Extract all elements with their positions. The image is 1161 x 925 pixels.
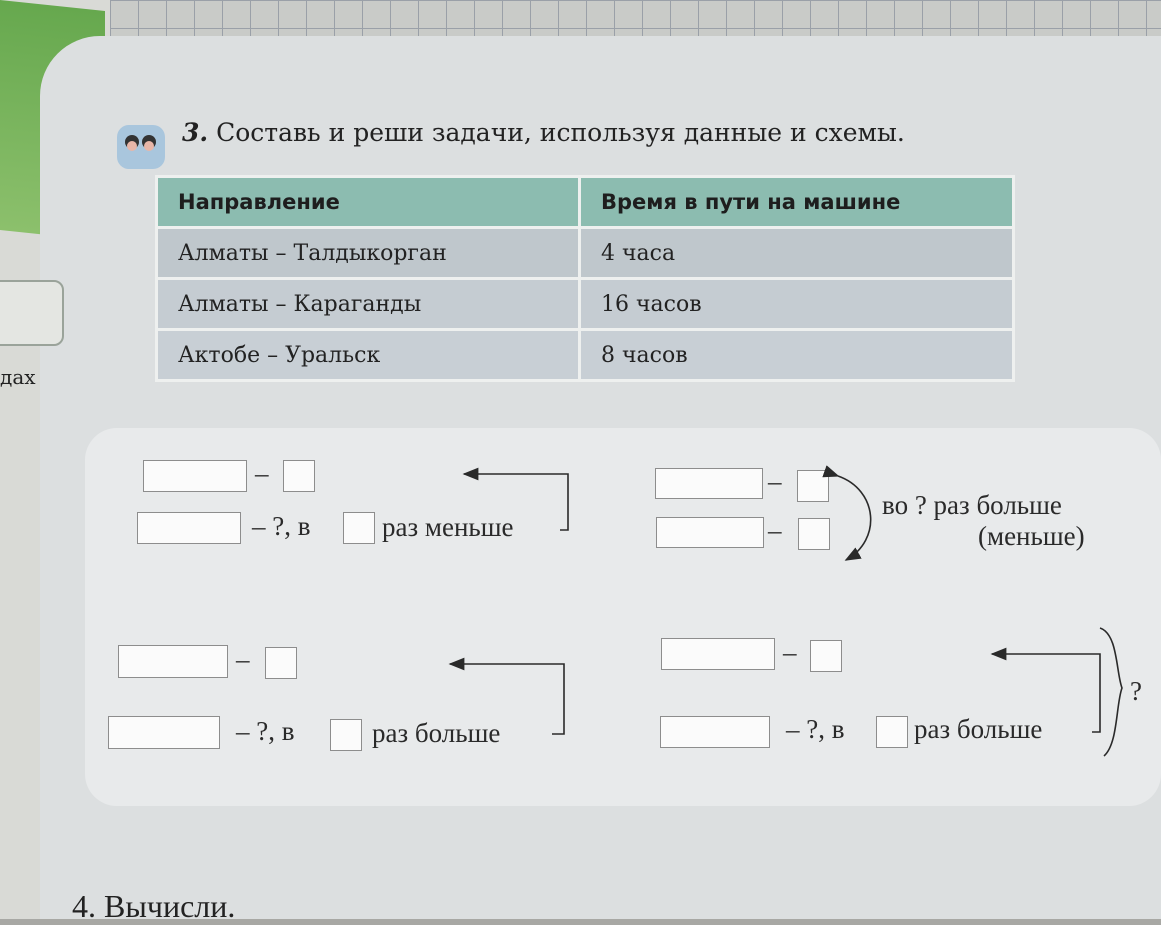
scheme4-question-mark: ? bbox=[1130, 676, 1142, 706]
scheme4-square-factor[interactable] bbox=[876, 716, 908, 748]
scheme2-dash-bottom: – bbox=[768, 515, 782, 545]
scheme2-square-top[interactable] bbox=[797, 470, 829, 502]
table-row bbox=[158, 331, 1012, 379]
scheme3-question: – ?, в bbox=[236, 716, 295, 746]
table-row bbox=[158, 229, 1012, 277]
task-text: Составь и реши задачи, используя данные и схемы. bbox=[216, 118, 905, 147]
cell-time: 8 часов bbox=[581, 331, 1012, 379]
left-page-word: дах bbox=[0, 365, 36, 389]
scheme4-square-top[interactable] bbox=[810, 640, 842, 672]
pair-work-icon bbox=[117, 125, 165, 169]
scheme2-square-bottom[interactable] bbox=[798, 518, 830, 550]
scheme1-blank-bottom[interactable] bbox=[137, 512, 241, 544]
scheme3-blank-bottom[interactable] bbox=[108, 716, 220, 749]
cell-direction: Актобе – Уральск bbox=[158, 331, 578, 379]
scheme3-square-top[interactable] bbox=[265, 647, 297, 679]
next-task-heading: 4. Вычисли. bbox=[72, 888, 236, 924]
scheme4-blank-bottom[interactable] bbox=[660, 716, 770, 748]
scheme2-blank-bottom[interactable] bbox=[656, 517, 764, 548]
cell-time: 16 часов bbox=[581, 280, 1012, 328]
scheme2-dash-top: – bbox=[768, 466, 782, 496]
scheme3-dash-top: – bbox=[236, 644, 250, 674]
scheme3-square-factor[interactable] bbox=[330, 719, 362, 751]
scheme4-question: – ?, в bbox=[786, 714, 845, 744]
left-page-box bbox=[0, 280, 64, 346]
scheme2-blank-top[interactable] bbox=[655, 468, 763, 499]
scheme1-question: – ?, в bbox=[252, 511, 311, 541]
scheme4-dash-top: – bbox=[783, 637, 797, 667]
scheme4-label: раз больше bbox=[914, 714, 1043, 744]
cell-direction: Алматы – Караганды bbox=[158, 280, 578, 328]
cell-time: 4 часа bbox=[581, 229, 1012, 277]
scheme1-square-top[interactable] bbox=[283, 460, 315, 492]
header-direction: Направление bbox=[158, 178, 578, 226]
header-time: Время в пути на машине bbox=[581, 178, 1012, 226]
cell-direction: Алматы – Талдыкорган bbox=[158, 229, 578, 277]
scheme1-dash-top: – bbox=[255, 458, 269, 488]
scheme1-blank-top[interactable] bbox=[143, 460, 247, 492]
task-heading bbox=[182, 118, 905, 147]
scheme2-label-paren: (меньше) bbox=[978, 521, 1085, 551]
scheme3-label: раз больше bbox=[372, 718, 501, 748]
scheme4-blank-top[interactable] bbox=[661, 638, 775, 670]
task-number: 3. bbox=[182, 118, 209, 147]
scheme3-blank-top[interactable] bbox=[118, 645, 228, 678]
scheme1-square-factor[interactable] bbox=[343, 512, 375, 544]
table-row bbox=[158, 280, 1012, 328]
scheme1-label: раз меньше bbox=[382, 512, 514, 542]
table-header-row bbox=[158, 178, 1012, 226]
scheme2-label: во ? раз больше bbox=[882, 490, 1062, 520]
data-table bbox=[155, 175, 1015, 382]
